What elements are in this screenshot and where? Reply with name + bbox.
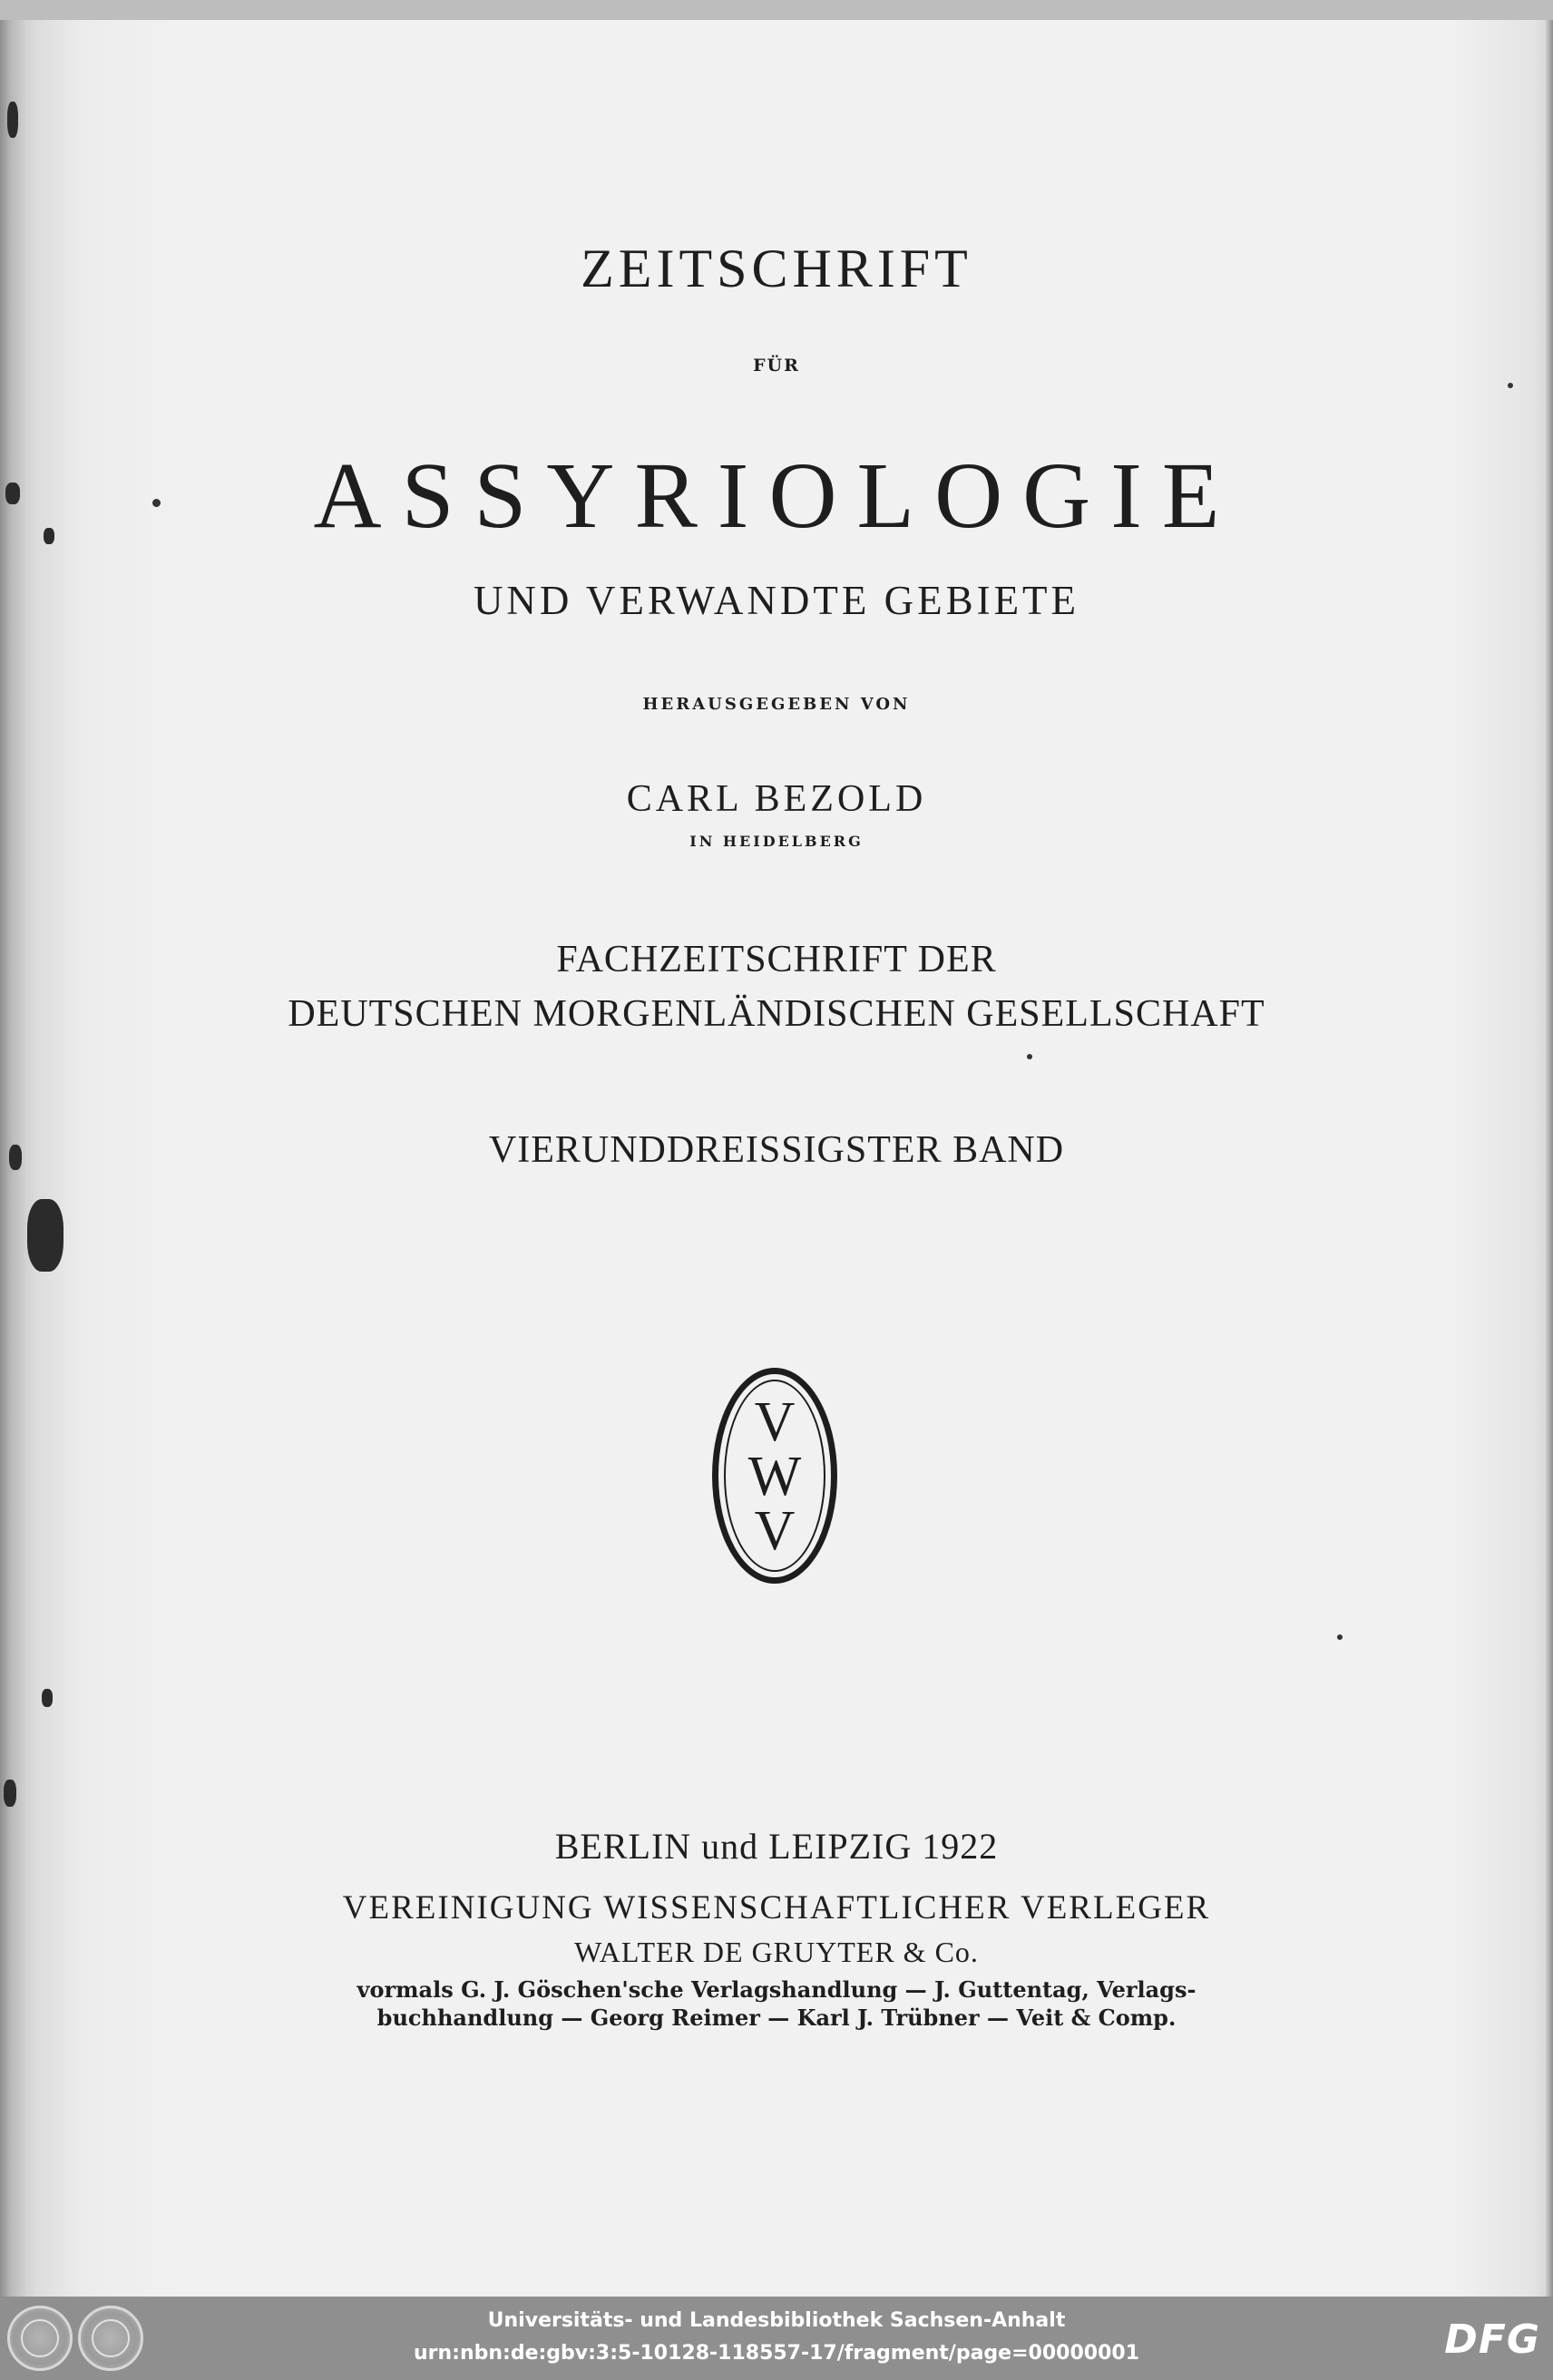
ink-dot <box>1027 1054 1032 1059</box>
journal-title-assyriologie: ASSYRIOLOGIE <box>313 444 1240 548</box>
society-journal-line-1: FACHZEITSCHRIFT DER <box>556 939 997 980</box>
scanned-page <box>0 20 1553 2297</box>
editor-location: IN HEIDELBERG <box>689 833 864 850</box>
editor-name: CARL BEZOLD <box>626 778 927 820</box>
digitization-footer-bar <box>0 2297 1553 2380</box>
ink-dot <box>1508 383 1513 388</box>
society-journal-line-2: DEUTSCHEN MORGENLÄNDISCHEN GESELLSCHAFT <box>288 993 1265 1035</box>
journal-title-fuer: FÜR <box>753 356 800 376</box>
dfg-logo: DFG <box>1444 2317 1540 2363</box>
logo-letter-middle: W <box>747 1446 802 1507</box>
edited-by-label: HERAUSGEGEBEN VON <box>642 695 911 714</box>
spine-damage-mark <box>42 1689 53 1707</box>
former-publishers-line-2: buchhandlung — Georg Reimer — Karl J. Trübner — Veit & Comp. <box>376 2004 1177 2031</box>
spine-damage-mark <box>7 102 18 138</box>
library-name: Universitäts- und Landesbibliothek Sachsen-Anhalt <box>487 2309 1066 2332</box>
ink-dot <box>1337 1634 1343 1640</box>
spine-damage-mark <box>27 1199 63 1272</box>
place-and-year: BERLIN und LEIPZIG 1922 <box>554 1826 999 1867</box>
logo-letter-bottom: V <box>754 1500 796 1562</box>
publisher-association: VEREINIGUNG WISSENSCHAFTLICHER VERLEGER <box>342 1889 1211 1926</box>
journal-title-zeitschrift: ZEITSCHRIFT <box>581 239 972 298</box>
publisher-name: WALTER DE GRUYTER & Co. <box>574 1936 979 1968</box>
spine-damage-mark <box>4 1780 16 1807</box>
volume-number: VIERUNDDREISSIGSTER BAND <box>488 1129 1065 1171</box>
publisher-vwv-logo <box>712 1368 837 1584</box>
urn-identifier[interactable]: urn:nbn:de:gbv:3:5-10128-118557-17/fragment/page=00000001 <box>413 2342 1139 2365</box>
logo-letter-top: V <box>754 1391 796 1453</box>
former-publishers-line-1: vormals G. J. Göschen'sche Verlagshandlung — J. Guttentag, Verlags- <box>357 1976 1196 2003</box>
journal-subtitle: UND VERWANDTE GEBIETE <box>473 578 1080 623</box>
